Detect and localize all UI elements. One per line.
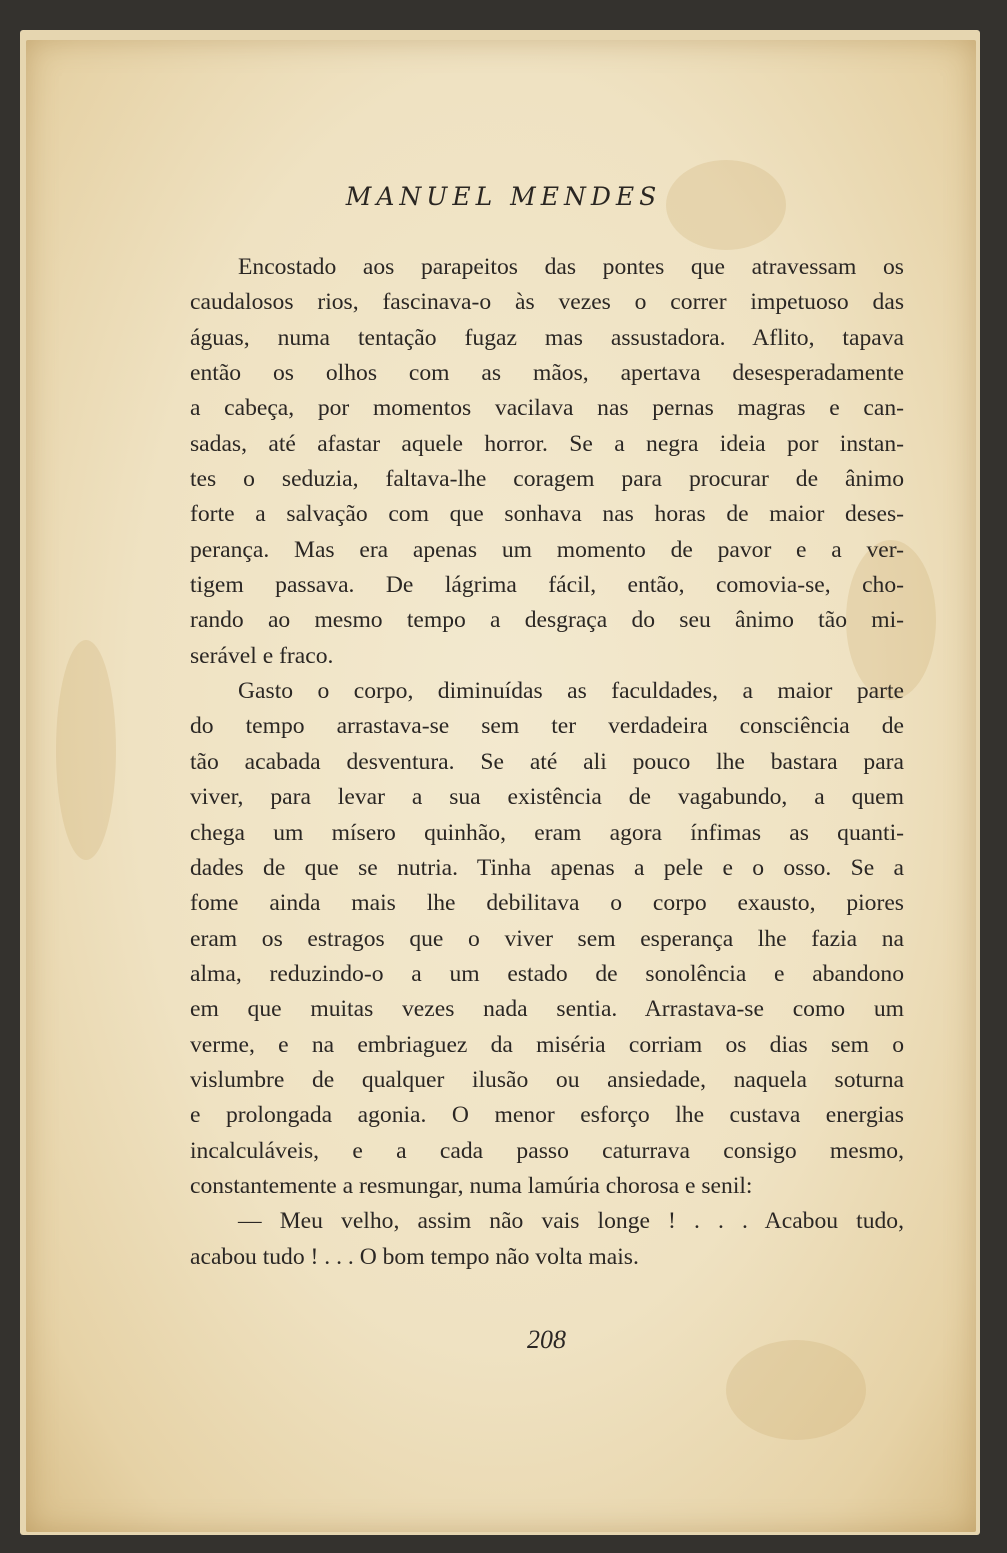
text-line: alma, reduzindo-o a um estado de sonolência e abandono [190, 960, 904, 987]
text-line: constantemente a resmungar, numa lamúria chorosa e senil: [190, 1172, 753, 1199]
text-line: eram os estragos que o viver sem esperança lhe fazia na [190, 925, 904, 952]
paragraph [190, 674, 904, 1204]
text-line: dades de que se nutria. Tinha apenas a pele e o osso. Se a [190, 854, 904, 881]
text-line: do tempo arrastava-se sem ter verdadeira consciência de [190, 713, 904, 740]
paragraph [190, 250, 904, 674]
text-line: serável e fraco. [190, 642, 334, 669]
text-line: e prolongada agonia. O menor esforço lhe custava energias [190, 1102, 904, 1129]
text-line: então os olhos com as mãos, apertava desesperadamente [190, 360, 904, 387]
text-line: — Meu velho, assim não vais longe ! . . . Acabou tudo, [238, 1208, 904, 1235]
text-line: a cabeça, por momentos vacilava nas pernas magras e can- [190, 395, 904, 422]
text-line: sadas, até afastar aquele horror. Se a negra ideia por instan- [190, 430, 904, 457]
text-line: tigem passava. De lágrima fácil, então, comovia-se, cho- [190, 572, 904, 599]
text-line: verme, e na embriaguez da miséria corriam os dias sem o [190, 1031, 904, 1058]
text-line: viver, para levar a sua existência de vagabundo, a quem [190, 784, 904, 811]
text-line: tão acabada desventura. Se até ali pouco lhe bastara para [190, 748, 904, 775]
page-number: 208 [527, 1325, 566, 1354]
dialogue-paragraph [190, 1204, 904, 1275]
text-line: forte a salvação com que sonhava nas horas de maior deses- [190, 501, 904, 528]
text-line: em que muitas vezes nada sentia. Arrastava-se como um [190, 996, 904, 1023]
page-body [190, 250, 904, 1275]
text-line: caudalosos rios, fascinava-o às vezes o correr impetuoso das [190, 289, 904, 316]
text-line: perança. Mas era apenas um momento de pavor e a ver- [190, 536, 904, 563]
text-line: acabou tudo ! . . . O bom tempo não volta mais. [190, 1243, 639, 1270]
text-line: rando ao mesmo tempo a desgraça do seu ânimo tão mi- [190, 607, 904, 634]
text-line: Gasto o corpo, diminuídas as faculdades, a maior parte [238, 678, 904, 705]
text-line: incalculáveis, e a cada passo caturrava consigo mesmo, [190, 1137, 904, 1164]
running-title: MANUEL MENDES [345, 182, 662, 211]
paper-stain [726, 1340, 866, 1440]
text-line: Encostado aos parapeitos das pontes que atravessam os [238, 254, 904, 280]
text-line: tes o seduzia, faltava-lhe coragem para procurar de ânimo [190, 466, 904, 493]
text-line: fome ainda mais lhe debilitava o corpo exausto, piores [190, 890, 904, 917]
paper-stain [56, 640, 116, 860]
text-line: chega um mísero quinhão, eram agora ínfimas as quanti- [190, 819, 904, 846]
text-line: vislumbre de qualquer ilusão ou ansiedade, naquela soturna [190, 1066, 904, 1093]
text-line: águas, numa tentação fugaz mas assustadora. Aflito, tapava [190, 324, 904, 351]
